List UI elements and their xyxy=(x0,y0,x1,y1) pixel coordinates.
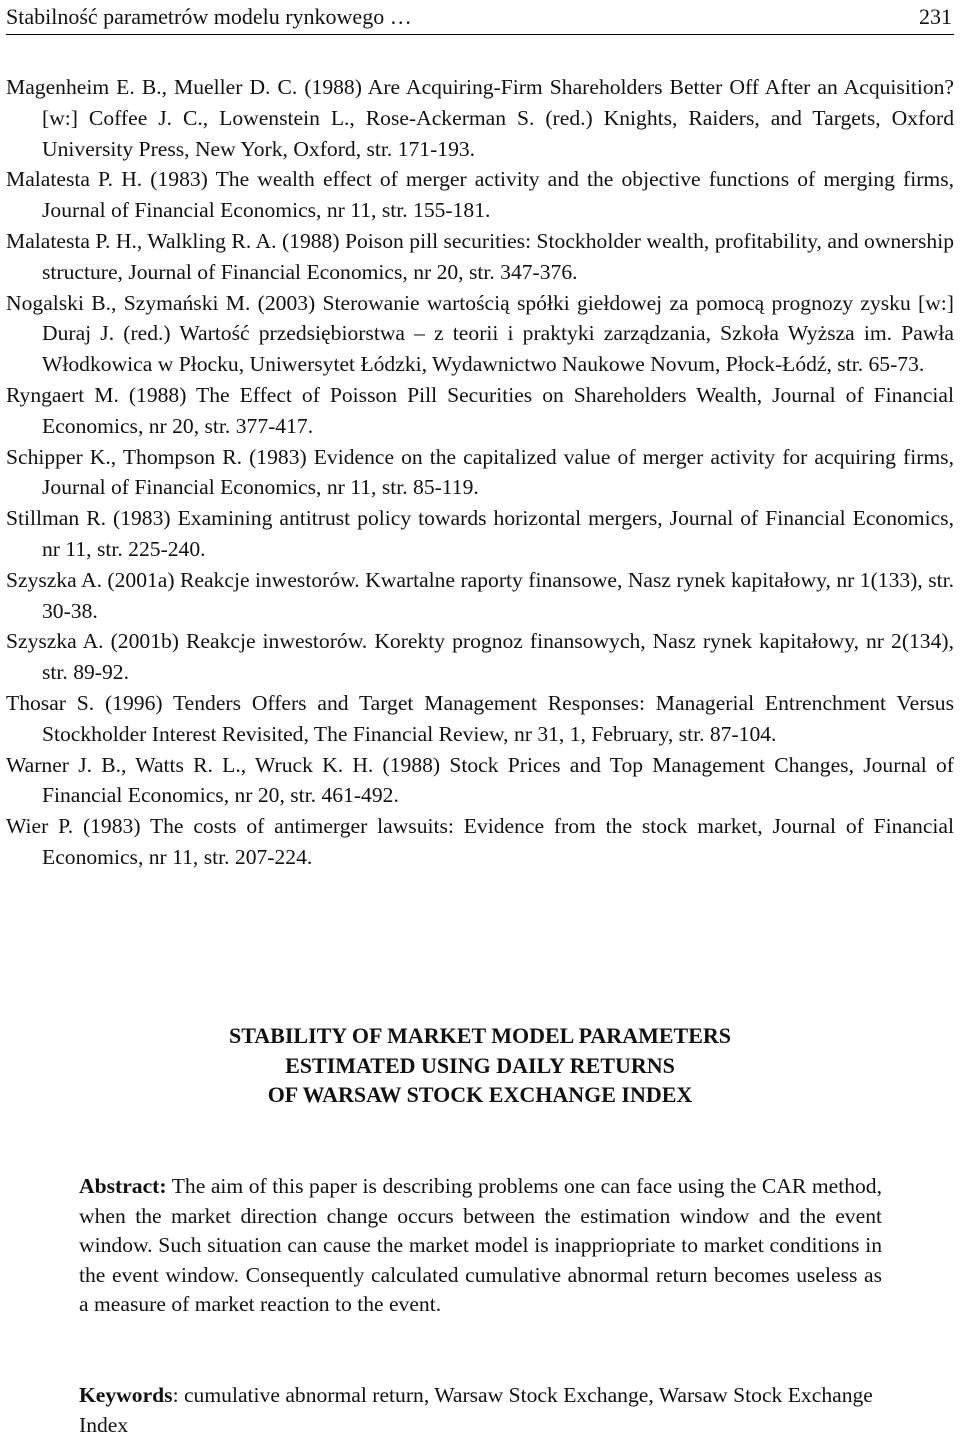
running-header xyxy=(6,2,954,35)
reference-item: Ryngaert M. (1988) The Effect of Poisson Pill Securities on Shareholders Wealth, Journal of Financial Economics, nr 20, str. 377-417. xyxy=(6,382,954,438)
reference-item: Schipper K., Thompson R. (1983) Evidence on the capitalized value of merger activity for acquiring firms, Journal of Financial Economics, nr 11, str. 85-119. xyxy=(6,444,954,500)
reference-item: Nogalski B., Szymański M. (2003) Sterowanie wartością spółki giełdowej za pomocą prognozy zysku [w:] Duraj J. (red.) Wartość przedsiębiorstwa – z teorii i praktyki zarządzania, Szkoła Wyższa im. Pawła Włodkowica w Płocku, Uniwersytet Łódzki, Wydawnictwo Naukowe Novum, Płock-Łódź, str. 65-73. xyxy=(6,290,954,377)
keywords xyxy=(79,1381,882,1440)
reference-item: Malatesta P. H., Walkling R. A. (1988) Poison pill securities: Stockholder wealth, profitability, and ownership structure, Journal of Financial Economics, nr 20, str. 347-376. xyxy=(6,228,954,284)
keywords-text: : cumulative abnormal return, Warsaw Stock Exchange, Warsaw Stock Exchange Index xyxy=(79,1383,873,1437)
reference-list xyxy=(6,72,954,873)
reference-item: Wier P. (1983) The costs of antimerger lawsuits: Evidence from the stock market, Journal of Financial Economics, nr 11, str. 207-224. xyxy=(6,814,954,869)
reference-item: Stillman R. (1983) Examining antitrust policy towards horizontal mergers, Journal of Financial Economics, nr 11, str. 225-240. xyxy=(6,506,954,561)
reference-item: Szyszka A. (2001b) Reakcje inwestorów. Korekty prognoz finansowych, Nasz rynek kapitałowy, nr 2(134), str. 89-92. xyxy=(6,629,954,685)
reference-item: Magenheim E. B., Mueller D. C. (1988) Are Acquiring-Firm Shareholders Better Off After an Acquisition? [w:] Coffee J. C., Lowenstein L., Rose-Ackerman S. (red.) Knights, Raiders, and Targets, Oxford University Press, New York, Oxford, str. 171-193. xyxy=(6,75,954,161)
abstract xyxy=(79,1172,882,1320)
keywords-label: Keywords xyxy=(79,1383,173,1407)
paper-title xyxy=(0,1021,960,1110)
paper-title-line: OF WARSAW STOCK EXCHANGE INDEX xyxy=(267,1082,693,1107)
page-number: 231 xyxy=(919,4,952,29)
paper-title-line: ESTIMATED USING DAILY RETURNS xyxy=(285,1052,675,1078)
abstract-label: Abstract: xyxy=(79,1174,167,1198)
running-title: Stabilność parametrów modelu rynkowego … xyxy=(6,4,412,29)
reference-item: Malatesta P. H. (1983) The wealth effect of merger activity and the objective functions of merging firms, Journal of Financial Economics, nr 11, str. 155-181. xyxy=(6,167,954,223)
reference-item: Szyszka A. (2001a) Reakcje inwestorów. Kwartalne raporty finansowe, Nasz rynek kapitałowy, nr 1(133), str. 30-38. xyxy=(6,567,954,623)
reference-item: Thosar S. (1996) Tenders Offers and Target Management Responses: Managerial Entrenchment Versus Stockholder Interest Revisited, The Financial Review, nr 31, 1, February, str. 87-104. xyxy=(6,690,954,746)
reference-item: Warner J. B., Watts R. L., Wruck K. H. (1988) Stock Prices and Top Management Changes, Journal of Financial Economics, nr 20, str. 461-492. xyxy=(6,752,954,808)
abstract-text: The aim of this paper is describing problems one can face using the CAR method, when the market direction change occurs between the estimation window and the event window. Such situation can cause the market model is inappriopriate to market conditions in the event window. Consequently calculated cumulative abnormal return becomes useless as a measure of market reaction to the event. xyxy=(79,1174,882,1317)
paper-title-line: STABILITY OF MARKET MODEL PARAMETERS xyxy=(229,1023,731,1048)
